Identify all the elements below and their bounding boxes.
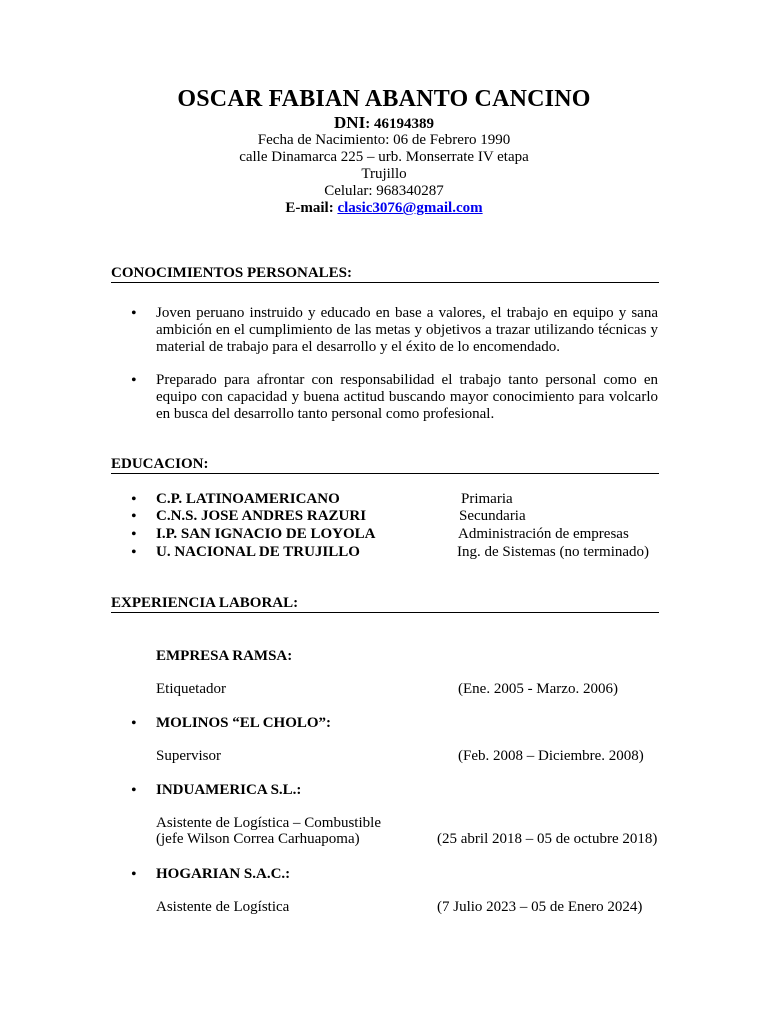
experience-role: Asistente de Logística <box>156 899 290 915</box>
education-school: C.N.S. JOSE ANDRES RAZURI <box>156 508 367 524</box>
experience-period: (25 abril 2018 – 05 de octubre 2018) <box>437 831 658 847</box>
education-level: Administración de empresas <box>458 526 629 542</box>
city: Trujillo <box>361 166 407 182</box>
experience-period: (Feb. 2008 – Diciembre. 2008) <box>458 748 644 764</box>
experience-company: HOGARIAN S.A.C.: <box>156 866 291 882</box>
dni-value: : 46194389 <box>365 116 434 132</box>
section-experience-title: EXPERIENCIA LABORAL: <box>111 595 659 613</box>
bullet-icon: • <box>131 526 137 543</box>
education-school: U. NACIONAL DE TRUJILLO <box>156 544 360 560</box>
bullet-icon: • <box>131 508 137 525</box>
education-level: Primaria <box>461 491 513 507</box>
experience-period: (Ene. 2005 - Marzo. 2006) <box>458 681 618 697</box>
experience-company: EMPRESA RAMSA: <box>156 648 293 664</box>
birth-date: Fecha de Nacimiento: 06 de Febrero 1990 <box>257 132 511 148</box>
experience-role: Etiquetador <box>156 681 226 697</box>
bullet-icon: • <box>131 305 137 322</box>
bullet-icon: • <box>131 866 137 883</box>
education-school: I.P. SAN IGNACIO DE LOYOLA <box>156 526 376 542</box>
bullet-icon: • <box>131 491 137 508</box>
experience-role: Asistente de Logística – Combustible <box>156 815 381 831</box>
section-education-title: EDUCACION: <box>111 456 659 474</box>
email-line <box>0 200 768 217</box>
bullet-icon: • <box>131 782 137 799</box>
bullet-icon: • <box>131 715 137 732</box>
experience-role: Supervisor <box>156 748 221 764</box>
experience-company: INDUAMERICA S.L.: <box>156 782 302 798</box>
email-link[interactable]: clasic3076@gmail.com <box>337 200 483 216</box>
phone: Celular: 968340287 <box>324 183 444 199</box>
section-personal-title: CONOCIMIENTOS PERSONALES: <box>111 265 659 283</box>
experience-company: MOLINOS “EL CHOLO”: <box>156 715 332 731</box>
dni-label: DNI <box>334 113 366 132</box>
dni-line <box>0 113 768 133</box>
education-school: C.P. LATINOAMERICANO <box>156 491 340 507</box>
bullet-icon: • <box>131 544 137 561</box>
candidate-name: OSCAR FABIAN ABANTO CANCINO <box>177 86 591 112</box>
email-label: E-mail: <box>285 200 338 216</box>
address: calle Dinamarca 225 – urb. Monserrate IV etapa <box>239 149 529 165</box>
experience-role-detail: (jefe Wilson Correa Carhuapoma) <box>156 831 360 847</box>
bullet-icon: • <box>131 372 137 389</box>
experience-period: (7 Julio 2023 – 05 de Enero 2024) <box>437 899 643 915</box>
personal-item: Preparado para afrontar con responsabilidad el trabajo tanto personal como en equipo con capacidad y buena actitud buscando mayor conocimiento para volcarlo en busca del desarrollo tanto personal como profesional. <box>156 372 658 422</box>
education-level: Secundaria <box>459 508 526 524</box>
personal-item: Joven peruano instruido y educado en base a valores, el trabajo en equipo y sana ambición en el cumplimiento de las metas y objetivos a trazar utilizando técnicas y material de trabajo para el desarrollo y el éxito de lo encomendado. <box>156 305 658 355</box>
education-level: Ing. de Sistemas (no terminado) <box>457 544 650 560</box>
